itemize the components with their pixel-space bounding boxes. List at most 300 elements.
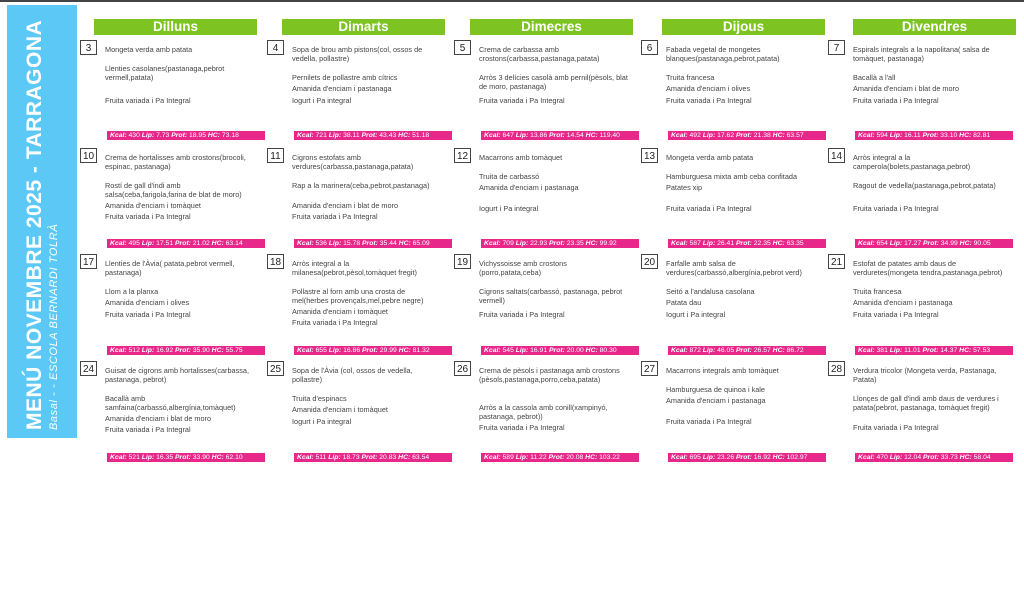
dish-line: Bacallà amb samfaina(carbassó,albergínia,tomàquet) xyxy=(105,394,236,412)
hc-value: 99.92 xyxy=(599,240,617,247)
kcal-label: Kcal: xyxy=(297,454,314,461)
day-cell-11 xyxy=(267,148,447,248)
lip-label: Lip: xyxy=(702,347,716,354)
prot-value: 23.35 xyxy=(566,240,584,247)
dish-line: Farfalle amb salsa de verdures(carbassó,albergínia,pebrot verd) xyxy=(666,259,802,277)
prot-value: 35.90 xyxy=(192,347,210,354)
hc-label: HC: xyxy=(959,240,972,247)
kcal-label: Kcal: xyxy=(671,454,688,461)
day-cell-4 xyxy=(267,40,447,140)
dish-line: Cigrons saltats(carbassó, pastanaga, pebrot vermell) xyxy=(479,287,623,305)
lip-value: 17.27 xyxy=(904,240,922,247)
dish-line: Arròs integral a la milanesa(pebrot,pèsol,tomàquet fregit) xyxy=(292,259,417,277)
prot-label: Prot: xyxy=(361,132,378,139)
hc-value: 119.40 xyxy=(599,132,620,139)
dish-line: Verdura tricolor (Mongeta verda, Pastanaga, Patata) xyxy=(853,366,997,384)
day-number: 12 xyxy=(454,148,471,163)
prot-label: Prot: xyxy=(175,347,191,354)
day-number: 10 xyxy=(80,148,97,163)
dish-line: Seitó a l'andalusa casolana xyxy=(666,287,755,296)
menu-subtitle: Basal - - ESCOLA BERNARDI TOLRÀ xyxy=(48,223,60,430)
lip-label: Lip: xyxy=(141,240,155,247)
lip-value: 17.51 xyxy=(156,240,174,247)
dish-line: Rostí de gall d'indi amb salsa(ceba,farigola,farina de blat de moro) xyxy=(105,181,242,199)
kcal-value: 470 xyxy=(876,454,888,461)
prot-label: Prot: xyxy=(361,454,378,461)
dish-line: Cigrons estofats amb verdures(carbassa,pastanaga,patata) xyxy=(292,153,414,171)
prot-label: Prot: xyxy=(362,240,378,247)
kcal-label: Kcal: xyxy=(858,132,875,139)
dish-line: Espirals integrals a la napolitana( salsa de tomàquet, pastanaga) xyxy=(853,45,990,63)
day-header-divendres: Divendres xyxy=(853,19,1016,35)
nutrition-bar xyxy=(294,346,452,355)
kcal-value: 511 xyxy=(315,454,327,461)
day-cell-6 xyxy=(641,40,821,140)
day-header-dilluns: Dilluns xyxy=(94,19,257,35)
dish-line: Mongeta verda amb patata xyxy=(666,153,754,162)
kcal-label: Kcal: xyxy=(484,454,501,461)
prot-value: 26.57 xyxy=(753,347,771,354)
lip-value: 23.26 xyxy=(717,454,735,461)
dish-line: Crema de pèsols i pastanaga amb crostons (pèsols,pastanaga,porro,ceba,patata) xyxy=(479,366,620,384)
prot-label: Prot: xyxy=(548,454,565,461)
prot-value: 22.35 xyxy=(753,240,771,247)
dish-line: Amanida d'enciam i blat de moro xyxy=(292,201,399,210)
sidebar-banner xyxy=(7,5,77,438)
prot-value: 43.43 xyxy=(379,132,397,139)
day-cell-14 xyxy=(828,148,1008,248)
dish-line: Arròs integral a la camperola(bolets,pastanaga,pebrot) xyxy=(853,153,971,171)
prot-label: Prot: xyxy=(549,132,565,139)
kcal-label: Kcal: xyxy=(858,347,875,354)
kcal-label: Kcal: xyxy=(858,454,875,461)
kcal-value: 545 xyxy=(502,347,514,354)
prot-label: Prot: xyxy=(549,240,565,247)
kcal-value: 654 xyxy=(876,240,888,247)
dish-line: Sopa de l'Àvia (col, ossos de vedella, pollastre) xyxy=(292,366,413,384)
day-number: 20 xyxy=(641,254,658,269)
dessert-line: Fruita variada i Pa Integral xyxy=(479,310,565,319)
hc-value: 57.53 xyxy=(973,347,991,354)
dish-line: Amanida d'enciam i tomàquet xyxy=(105,201,201,210)
lip-value: 22.93 xyxy=(530,240,548,247)
dish-line: Macarrons integrals amb tomàquet xyxy=(666,366,779,375)
lip-value: 16.86 xyxy=(343,347,361,354)
kcal-value: 430 xyxy=(128,132,140,139)
lip-label: Lip: xyxy=(702,240,716,247)
lip-label: Lip: xyxy=(702,454,716,461)
dish-line: Truita francesa xyxy=(666,73,715,82)
dish-line: Amanida d'enciam i tomàquet xyxy=(292,307,388,316)
dessert-line: Iogurt i Pa integral xyxy=(666,310,726,319)
hc-value: 82.81 xyxy=(973,132,991,139)
hc-value: 63.54 xyxy=(412,454,430,461)
nutrition-bar xyxy=(855,346,1013,355)
hc-value: 80.30 xyxy=(599,347,617,354)
hc-label: HC: xyxy=(585,132,598,139)
lip-value: 11.22 xyxy=(530,454,547,461)
dessert-line: Fruita variada i Pa Integral xyxy=(666,96,752,105)
kcal-value: 521 xyxy=(128,454,140,461)
nutrition-bar xyxy=(107,453,265,462)
prot-label: Prot: xyxy=(736,240,752,247)
lip-value: 16.35 xyxy=(156,454,174,461)
nutrition-bar xyxy=(668,453,826,462)
kcal-value: 536 xyxy=(315,240,327,247)
dish-line: Crema de carbassa amb crostons(carbassa,pastanaga,patata) xyxy=(479,45,600,63)
lip-value: 16.91 xyxy=(530,347,548,354)
lip-value: 46.05 xyxy=(717,347,735,354)
kcal-label: Kcal: xyxy=(297,347,314,354)
prot-value: 29.99 xyxy=(379,347,397,354)
lip-label: Lip: xyxy=(515,454,529,461)
prot-label: Prot: xyxy=(362,347,378,354)
lip-value: 12.04 xyxy=(904,454,922,461)
menu-title: MENÚ NOVEMBRE 2025 - TARRAGONA xyxy=(23,19,46,430)
lip-label: Lip: xyxy=(328,347,342,354)
dish-line: Mongeta verda amb patata xyxy=(105,45,193,54)
dish-line: Amanida d'enciam i pastanaga xyxy=(666,396,766,405)
prot-label: Prot: xyxy=(175,240,191,247)
lip-value: 17.62 xyxy=(717,132,735,139)
dish-line: Rap a la marinera(ceba,pebrot,pastanaga) xyxy=(292,181,430,190)
day-cell-7 xyxy=(828,40,1008,140)
dessert-line: Fruita variada i Pa Integral xyxy=(853,204,939,213)
lip-value: 7.73 xyxy=(156,132,170,139)
prot-value: 14.54 xyxy=(566,132,584,139)
prot-value: 20.83 xyxy=(379,454,397,461)
kcal-value: 721 xyxy=(315,132,327,139)
kcal-value: 512 xyxy=(128,347,140,354)
hc-value: 102.97 xyxy=(786,454,808,461)
lip-label: Lip: xyxy=(889,347,903,354)
hc-label: HC: xyxy=(772,454,785,461)
kcal-label: Kcal: xyxy=(484,347,501,354)
prot-label: Prot: xyxy=(923,240,939,247)
kcal-value: 589 xyxy=(502,454,514,461)
lip-value: 13.86 xyxy=(530,132,548,139)
day-cell-26 xyxy=(454,361,634,461)
lip-label: Lip: xyxy=(515,132,529,139)
dish-line: Truita d'espinacs xyxy=(292,394,347,403)
lip-value: 18.73 xyxy=(342,454,360,461)
dessert-line: Fruita variada i Pa Integral xyxy=(666,417,752,426)
dessert-line: Fruita variada i Pa Integral xyxy=(105,96,191,105)
dish-line: Amanida d'enciam i tomàquet xyxy=(292,405,388,414)
hc-value: 58.04 xyxy=(973,454,991,461)
hc-value: 103.22 xyxy=(599,454,620,461)
day-number: 17 xyxy=(80,254,97,269)
kcal-value: 381 xyxy=(876,347,888,354)
nutrition-bar xyxy=(481,453,639,462)
hc-label: HC: xyxy=(772,347,785,354)
kcal-value: 709 xyxy=(502,240,514,247)
prot-value: 33.73 xyxy=(940,454,958,461)
day-number: 14 xyxy=(828,148,845,163)
dish-line: Llenties de l'Àvia( patata,pebrot vermell, pastanaga) xyxy=(105,259,235,277)
kcal-label: Kcal: xyxy=(110,347,127,354)
nutrition-bar xyxy=(855,453,1013,462)
prot-value: 21.02 xyxy=(192,240,210,247)
day-cell-21 xyxy=(828,254,1008,354)
day-number: 19 xyxy=(454,254,471,269)
day-number: 6 xyxy=(641,40,658,55)
prot-label: Prot: xyxy=(736,347,752,354)
nutrition-bar xyxy=(668,346,826,355)
dish-line: Crema de hortalisses amb crostons(brocoli, espinac, pastanaga) xyxy=(105,153,246,171)
top-border xyxy=(0,0,1024,2)
hc-label: HC: xyxy=(959,347,972,354)
nutrition-bar xyxy=(481,346,639,355)
hc-value: 73.18 xyxy=(221,132,239,139)
nutrition-bar xyxy=(668,239,826,248)
kcal-label: Kcal: xyxy=(858,240,875,247)
dish-line: Amanida d'enciam i pastanaga xyxy=(292,84,392,93)
hc-label: HC: xyxy=(772,132,785,139)
dish-line: Truita de carbassó xyxy=(479,172,540,181)
dish-line: Llenties casolanes(pastanaga,pebrot vermell,patata) xyxy=(105,64,225,82)
lip-label: Lip: xyxy=(515,240,529,247)
prot-label: Prot: xyxy=(922,132,939,139)
dessert-line: Fruita variada i Pa Integral xyxy=(105,425,191,434)
prot-label: Prot: xyxy=(923,454,939,461)
nutrition-bar xyxy=(481,239,639,248)
kcal-label: Kcal: xyxy=(297,132,314,139)
dish-line: Llom a la planxa xyxy=(105,287,159,296)
kcal-label: Kcal: xyxy=(671,347,688,354)
hc-label: HC: xyxy=(211,347,224,354)
dessert-line: Iogurt i Pa integral xyxy=(292,417,352,426)
prot-value: 33.10 xyxy=(940,132,958,139)
kcal-label: Kcal: xyxy=(110,454,127,461)
hc-label: HC: xyxy=(585,454,598,461)
lip-label: Lip: xyxy=(702,132,716,139)
dessert-line: Fruita variada i Pa Integral xyxy=(292,318,378,327)
prot-value: 18.95 xyxy=(188,132,206,139)
dessert-line: Iogurt i Pa integral xyxy=(479,204,539,213)
day-cell-13 xyxy=(641,148,821,248)
day-cell-3 xyxy=(80,40,260,140)
day-cell-24 xyxy=(80,361,260,461)
dessert-line: Fruita variada i Pa Integral xyxy=(479,96,565,105)
lip-label: Lip: xyxy=(141,132,155,139)
dish-line: Pollastre al forn amb una crosta de mel(herbes provençals,mel,pebre negre) xyxy=(292,287,424,305)
day-cell-27 xyxy=(641,361,821,461)
prot-label: Prot: xyxy=(922,347,939,354)
nutrition-bar xyxy=(107,239,265,248)
hc-label: HC: xyxy=(211,454,224,461)
lip-value: 11.01 xyxy=(904,347,921,354)
lip-label: Lip: xyxy=(328,132,342,139)
kcal-label: Kcal: xyxy=(110,132,127,139)
day-header-dimarts: Dimarts xyxy=(282,19,445,35)
nutrition-bar xyxy=(481,131,639,140)
lip-value: 16.92 xyxy=(156,347,174,354)
kcal-value: 655 xyxy=(315,347,327,354)
lip-value: 16.11 xyxy=(904,132,921,139)
day-number: 28 xyxy=(828,361,845,376)
nutrition-bar xyxy=(855,131,1013,140)
dessert-line: Fruita variada i Pa Integral xyxy=(479,423,565,432)
dish-line: Estofat de patates amb daus de verduretes(mongeta tendra,pastanaga,pebrot) xyxy=(853,259,1003,277)
kcal-label: Kcal: xyxy=(671,240,688,247)
kcal-label: Kcal: xyxy=(110,240,127,247)
dessert-line: Fruita variada i Pa Integral xyxy=(853,96,939,105)
day-cell-12 xyxy=(454,148,634,248)
nutrition-bar xyxy=(294,239,452,248)
day-number: 7 xyxy=(828,40,845,55)
kcal-value: 492 xyxy=(689,132,701,139)
dessert-line: Fruita variada i Pa Integral xyxy=(666,204,752,213)
hc-value: 81.32 xyxy=(412,347,430,354)
hc-label: HC: xyxy=(585,240,598,247)
prot-value: 21.38 xyxy=(753,132,771,139)
dish-line: Sopa de brou amb pistons(col, ossos de vedella, pollastre) xyxy=(292,45,423,63)
kcal-label: Kcal: xyxy=(297,240,314,247)
hc-value: 55.75 xyxy=(225,347,243,354)
lip-label: Lip: xyxy=(141,347,155,354)
hc-value: 65.09 xyxy=(412,240,430,247)
day-cell-10 xyxy=(80,148,260,248)
prot-value: 33.90 xyxy=(192,454,210,461)
dish-line: Macarrons amb tomàquet xyxy=(479,153,563,162)
kcal-value: 872 xyxy=(689,347,701,354)
kcal-label: Kcal: xyxy=(671,132,688,139)
day-cell-25 xyxy=(267,361,447,461)
lip-label: Lip: xyxy=(889,454,903,461)
dessert-line: Fruita variada i Pa Integral xyxy=(105,310,191,319)
hc-label: HC: xyxy=(585,347,598,354)
prot-label: Prot: xyxy=(736,454,752,461)
hc-value: 90.05 xyxy=(973,240,991,247)
dish-line: Hamburguesa mixta amb ceba confitada xyxy=(666,172,798,181)
day-cell-28 xyxy=(828,361,1008,461)
dessert-line: Fruita variada i Pa Integral xyxy=(105,212,191,221)
dish-line: Fabada vegetal de mongetes blanques(pastanaga,pebrot,patata) xyxy=(666,45,780,63)
day-number: 11 xyxy=(267,148,284,163)
kcal-value: 695 xyxy=(689,454,701,461)
day-cell-5 xyxy=(454,40,634,140)
dessert-line: Fruita variada i Pa Integral xyxy=(853,423,939,432)
lip-value: 26.41 xyxy=(717,240,735,247)
dish-line: Amanida d'enciam i pastanaga xyxy=(479,183,579,192)
day-header-dijous: Dijous xyxy=(662,19,825,35)
dish-line: Amanida d'enciam i olives xyxy=(666,84,751,93)
hc-value: 86.72 xyxy=(786,347,804,354)
dish-line: Bacallà a l'all xyxy=(853,73,896,82)
day-cell-20 xyxy=(641,254,821,354)
day-cell-17 xyxy=(80,254,260,354)
prot-label: Prot: xyxy=(171,132,188,139)
day-number: 27 xyxy=(641,361,658,376)
hc-label: HC: xyxy=(398,347,411,354)
nutrition-bar xyxy=(668,131,826,140)
hc-label: HC: xyxy=(398,454,411,461)
day-cell-18 xyxy=(267,254,447,354)
kcal-label: Kcal: xyxy=(484,240,501,247)
prot-label: Prot: xyxy=(549,347,565,354)
day-number: 5 xyxy=(454,40,471,55)
hc-label: HC: xyxy=(211,240,224,247)
day-number: 25 xyxy=(267,361,284,376)
dessert-line: Iogurt i Pa integral xyxy=(292,96,352,105)
hc-label: HC: xyxy=(772,240,785,247)
day-number: 3 xyxy=(80,40,97,55)
nutrition-bar xyxy=(294,131,452,140)
dish-line: Arròs 3 delícies casolà amb pernil(pèsols, blat de moro, pastanaga) xyxy=(479,73,628,91)
hc-label: HC: xyxy=(959,132,972,139)
nutrition-bar xyxy=(855,239,1013,248)
dish-line: Patata dau xyxy=(666,298,702,307)
dish-line: Amanida d'enciam i blat de moro xyxy=(105,414,212,423)
hc-value: 62.10 xyxy=(225,454,243,461)
hc-label: HC: xyxy=(207,132,220,139)
hc-value: 63.57 xyxy=(786,132,804,139)
day-number: 24 xyxy=(80,361,97,376)
prot-value: 16.92 xyxy=(753,454,771,461)
dish-line: Amanida d'enciam i pastanaga xyxy=(853,298,953,307)
prot-value: 35.44 xyxy=(379,240,397,247)
kcal-value: 495 xyxy=(128,240,140,247)
prot-value: 14.37 xyxy=(940,347,958,354)
dish-line: Patates xip xyxy=(666,183,703,192)
hc-label: HC: xyxy=(398,132,411,139)
prot-value: 20.00 xyxy=(566,347,584,354)
day-number: 13 xyxy=(641,148,658,163)
dish-line: Arròs a la cassola amb conill(xampinyó, pastanaga, pebrot)) xyxy=(479,403,608,421)
kcal-value: 594 xyxy=(876,132,888,139)
day-number: 18 xyxy=(267,254,284,269)
lip-label: Lip: xyxy=(328,240,342,247)
hc-label: HC: xyxy=(959,454,972,461)
lip-label: Lip: xyxy=(889,240,903,247)
lip-label: Lip: xyxy=(328,454,341,461)
dish-line: Pernilets de pollastre amb cítrics xyxy=(292,73,398,82)
hc-value: 63.35 xyxy=(786,240,804,247)
dish-line: Amanida d'enciam i blat de moro xyxy=(853,84,960,93)
day-number: 4 xyxy=(267,40,284,55)
dish-line: Vichyssoisse amb crostons (porro,patata,ceba) xyxy=(479,259,567,277)
prot-label: Prot: xyxy=(175,454,191,461)
lip-label: Lip: xyxy=(515,347,529,354)
dish-line: Truita francesa xyxy=(853,287,902,296)
prot-value: 20.08 xyxy=(566,454,584,461)
prot-value: 34.99 xyxy=(940,240,958,247)
day-number: 21 xyxy=(828,254,845,269)
day-cell-19 xyxy=(454,254,634,354)
kcal-value: 647 xyxy=(502,132,514,139)
nutrition-bar xyxy=(294,453,452,462)
nutrition-bar xyxy=(107,131,265,140)
lip-label: Lip: xyxy=(889,132,903,139)
dish-line: Ragout de vedella(pastanaga,pebrot,patata) xyxy=(853,181,996,190)
dessert-line: Fruita variada i Pa Integral xyxy=(853,310,939,319)
lip-value: 15.78 xyxy=(343,240,361,247)
dish-line: Llonçes de gall d'indi amb daus de verdures i patata(pebrot, pastanaga, tomàquet fregit) xyxy=(853,394,999,412)
hc-value: 51.18 xyxy=(412,132,430,139)
kcal-label: Kcal: xyxy=(484,132,501,139)
day-header-dimecres: Dimecres xyxy=(470,19,633,35)
lip-value: 38.11 xyxy=(343,132,360,139)
dish-line: Amanida d'enciam i olives xyxy=(105,298,190,307)
day-number: 26 xyxy=(454,361,471,376)
dish-line: Guisat de cigrons amb hortalisses(carbassa, pastanaga, pebrot) xyxy=(105,366,249,384)
dessert-line: Fruita variada i Pa Integral xyxy=(292,212,378,221)
dish-line: Hamburguesa de quinoa i kale xyxy=(666,385,765,394)
hc-label: HC: xyxy=(398,240,411,247)
nutrition-bar xyxy=(107,346,265,355)
kcal-value: 587 xyxy=(689,240,701,247)
